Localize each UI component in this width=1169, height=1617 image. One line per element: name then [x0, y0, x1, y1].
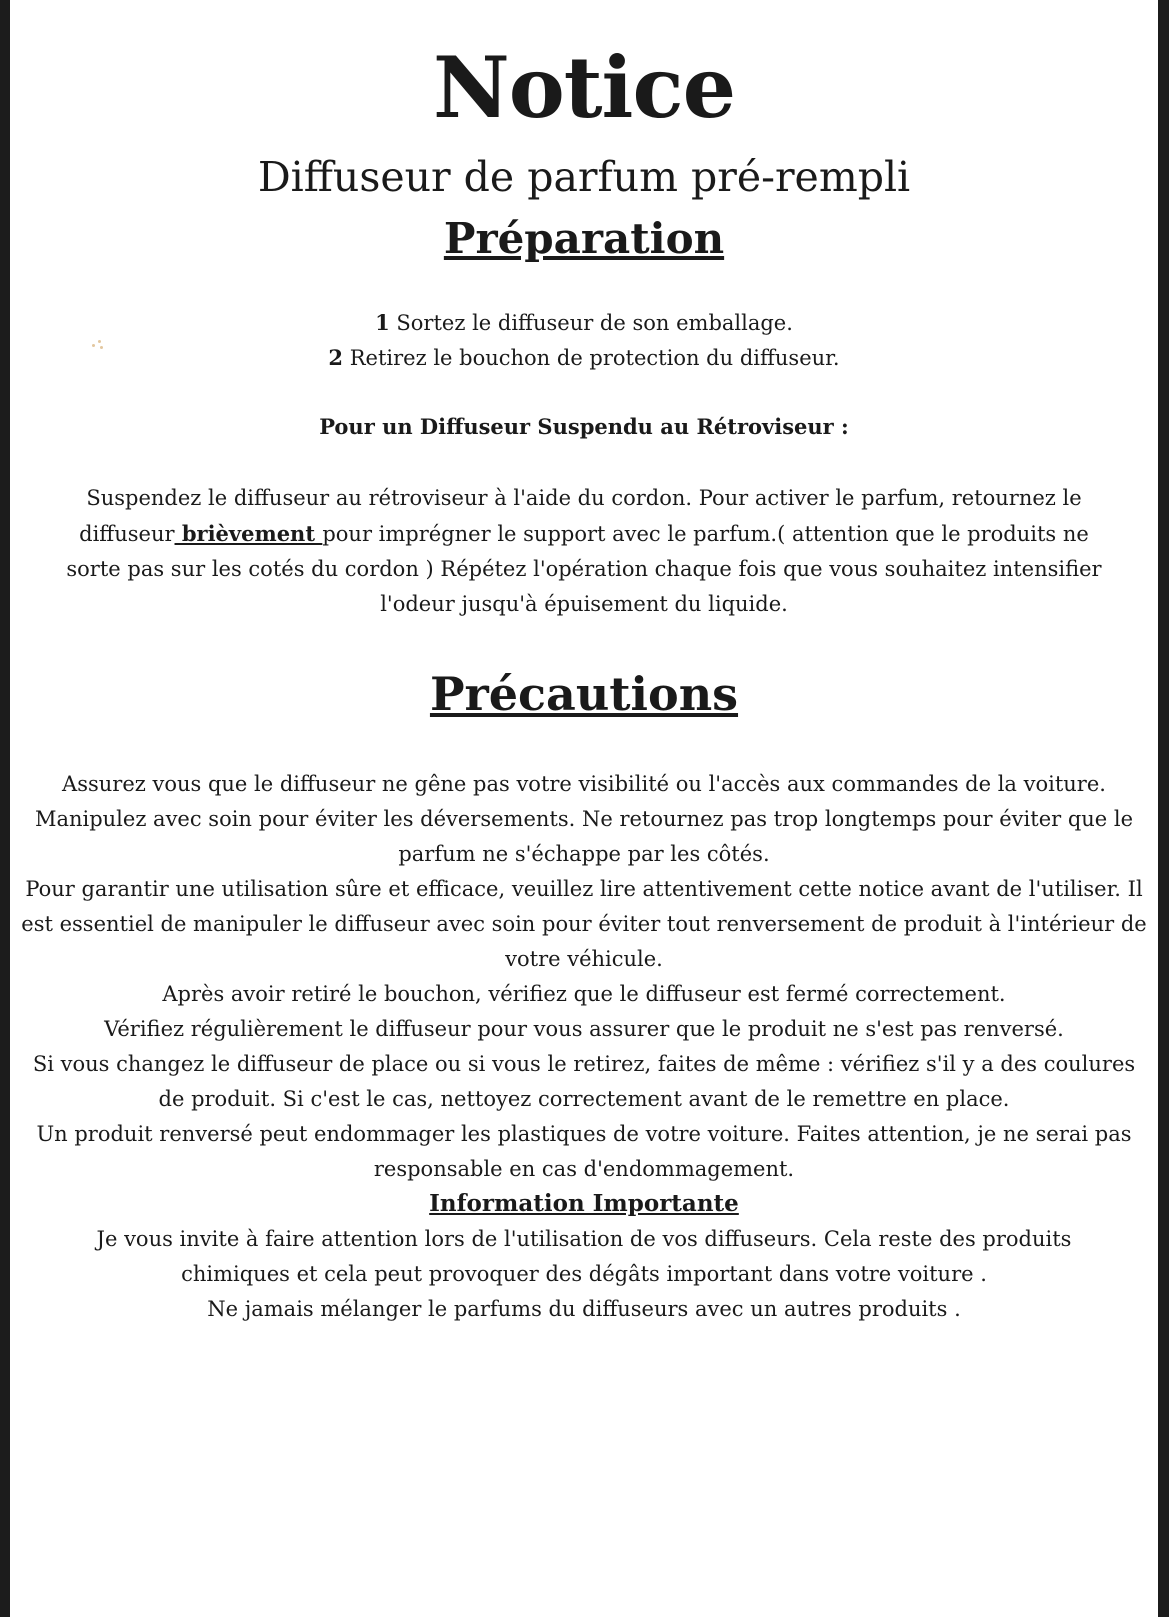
preparation-step-1	[10, 306, 1158, 340]
page-title: Notice	[432, 38, 736, 137]
step-number: 2	[328, 345, 344, 370]
suspended-diffuser-heading: Pour un Diffuseur Suspendu au Rétroviseur :	[319, 414, 849, 439]
preparation-step-2	[10, 341, 1158, 375]
precaution-paragraph: Si vous changez le diffuseur de place ou si vous le retirez, faites de même : vérifiez s'il y a des coulures de produit. Si c'est le cas, nettoyez correctement avant de le remettre en place.	[32, 1052, 1136, 1111]
information-paragraph: Je vous invite à faire attention lors de l'utilisation de vos diffuseurs. Cela reste des produits chimiques et cela peut provoquer des dégâts important dans votre voiture .	[96, 1227, 1072, 1286]
emphasis-briefly: brièvement	[174, 521, 323, 546]
important-information-heading: Information Importante	[429, 1190, 739, 1217]
step-text: Sortez le diffuseur de son emballage.	[389, 311, 793, 335]
precautions-heading: Précautions	[429, 667, 739, 721]
information-paragraph: Ne jamais mélanger le parfums du diffuseurs avec un autres produits .	[207, 1297, 961, 1321]
left-border	[0, 0, 10, 1617]
precaution-paragraph: Pour garantir une utilisation sûre et efficace, veuillez lire attentivement cette notice avant de l'utiliser. Il est essentiel de manipuler le diffuseur avec soin pour éviter tout renversement de produit à l'intérieur de votre véhicule.	[21, 877, 1147, 971]
step-text: Retirez le bouchon de protection du diffuseur.	[343, 346, 840, 370]
right-border	[1158, 0, 1169, 1617]
suspended-diffuser-instructions	[10, 481, 1158, 622]
precaution-paragraph: Manipulez avec soin pour éviter les déversements. Ne retournez pas trop longtemps pour éviter que le parfum ne s'échappe par les côtés.	[34, 807, 1134, 866]
precaution-paragraph: Assurez vous que le diffuseur ne gêne pas votre visibilité ou l'accès aux commandes de la voiture.	[62, 772, 1106, 796]
precaution-paragraph: Un produit renversé peut endommager les plastiques de votre voiture. Faites attention, je ne serai pas responsable en cas d'endommagement.	[36, 1122, 1132, 1181]
step-number: 1	[375, 310, 390, 335]
precaution-paragraph: Vérifiez régulièrement le diffuseur pour vous assurer que le produit ne s'est pas renversé.	[104, 1017, 1064, 1041]
instructions-text-before: Suspendez le diffuseur au rétroviseur à l'aide du cordon. Pour activer le parfum, retournez le diffuseur	[79, 486, 1082, 546]
precautions-list	[10, 767, 1158, 1187]
important-information-text	[10, 1222, 1158, 1327]
notice-page	[10, 0, 1158, 1617]
instructions-text-after: pour imprégner le support avec le parfum.( attention que le produits ne sorte pas sur les cotés du cordon ) Répétez l'opération chaque fois que vous souhaitez intensifier l'odeur jusqu'à épuisement du liquide.	[66, 522, 1102, 616]
page-subtitle: Diffuseur de parfum pré-rempli	[257, 153, 911, 201]
preparation-heading: Préparation	[443, 214, 725, 263]
precaution-paragraph: Après avoir retiré le bouchon, vérifiez que le diffuseur est fermé correctement.	[162, 982, 1006, 1006]
